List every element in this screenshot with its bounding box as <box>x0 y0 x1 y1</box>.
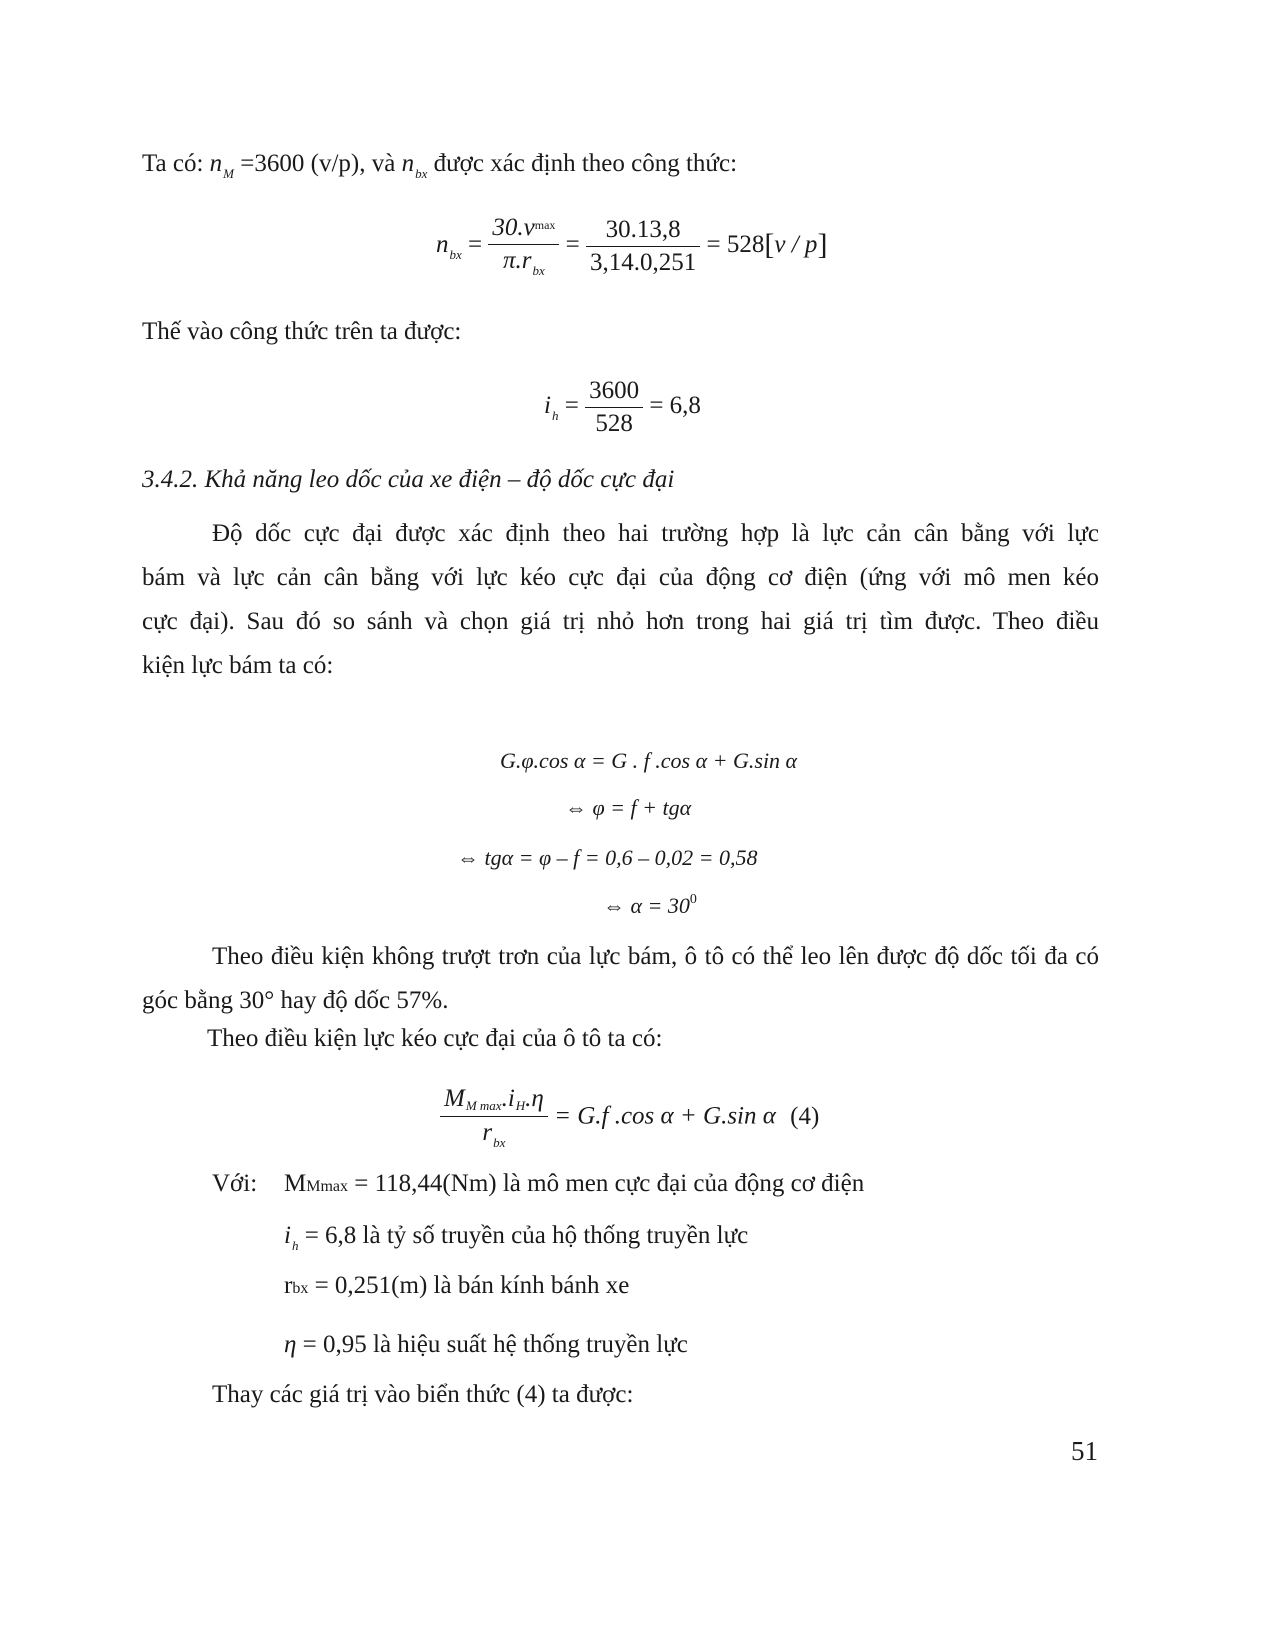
def-eta: η = 0,95 là hiệu suất hệ thống truyền lực <box>284 1331 688 1358</box>
equation-phi: ⇔ φ = f + tgα <box>565 795 692 820</box>
replace-line: Thay các giá trị vào biển thức (4) ta được: <box>212 1381 634 1408</box>
def-label: Với: <box>212 1170 258 1197</box>
fraction-2: $\frac{30.13,8}{3,14.0,251}$ <box>586 216 700 277</box>
substitute-line: Thế vào công thức trên ta được: <box>142 318 462 345</box>
equation-adhesion: G.φ.cos α = G . f .cos α + G.sin α <box>500 748 798 773</box>
fraction-1: $\frac{30.v^{max}}{\pi.r_{bx}}$ <box>488 214 559 279</box>
intro-line: Ta có: $n_M =3600$ (v/p), và $n_{bx}$ được xác định theo công thức: <box>142 150 738 181</box>
section-heading: 3.4.2. Khả năng leo dốc của xe điện – độ dốc cực đại <box>142 466 675 493</box>
def-ih: $i_h = 6,8$ là tỷ số truyền của hộ thống truyền lực <box>284 1222 749 1253</box>
equation-tg-alpha: ⇔ tgα = φ – f = 0,6 – 0,02 = 0,58 <box>457 845 758 870</box>
equation-ih: $i_h$ = $\frac{3600}{528}$ = 6,8 <box>544 377 701 437</box>
def-rbx: rbx = 0,251(m) là bán kính bánh xe <box>284 1272 630 1299</box>
fraction-3: $\frac{3600}{528}$ <box>585 377 643 438</box>
equation-nbx: $n_{bx}$ = $\frac{30.v^{max}}{\pi.r_{bx}}$ = $\frac{30.13,8}{3,14.0,251}$ = 528[v / p] <box>436 214 828 278</box>
def-mmax: MMmax = 118,44(Nm) là mô men cực đại của động cơ điện <box>284 1170 865 1197</box>
fraction-4: $\frac{M_{M max}.i_H.\eta}{r_{bx}}$ <box>440 1085 548 1151</box>
equation-traction: $\frac{M_{M max}.i_H.\eta}{r_{bx}}$ = G.f .cos α + G.sin α (4) <box>440 1085 819 1151</box>
traction-line: Theo điều kiện lực kéo cực đại của ô tô ta có: <box>207 1025 663 1052</box>
paragraph-slope: Độ dốc cực đại được xác định theo hai trường hợp là lực cản cân bằng với lực bám và lực cản cân bằng với lực kéo cực đại của động cơ điện (ứng với mô men kéo cực đại). Sau đó so sánh và chọn giá trị nhỏ hơn trong hai giá trị tìm được. Theo điều kiện lực bám ta có: <box>142 520 1099 679</box>
equation-alpha: ⇔ $\alpha = 30^0$ <box>603 892 697 918</box>
paragraph-result: Theo điều kiện không trượt trơn của lực bám, ô tô có thể leo lên được độ dốc tối đa có góc bằng 30° hay độ dốc 57%. <box>142 943 1099 1014</box>
page-number: 51 <box>1071 1436 1098 1466</box>
